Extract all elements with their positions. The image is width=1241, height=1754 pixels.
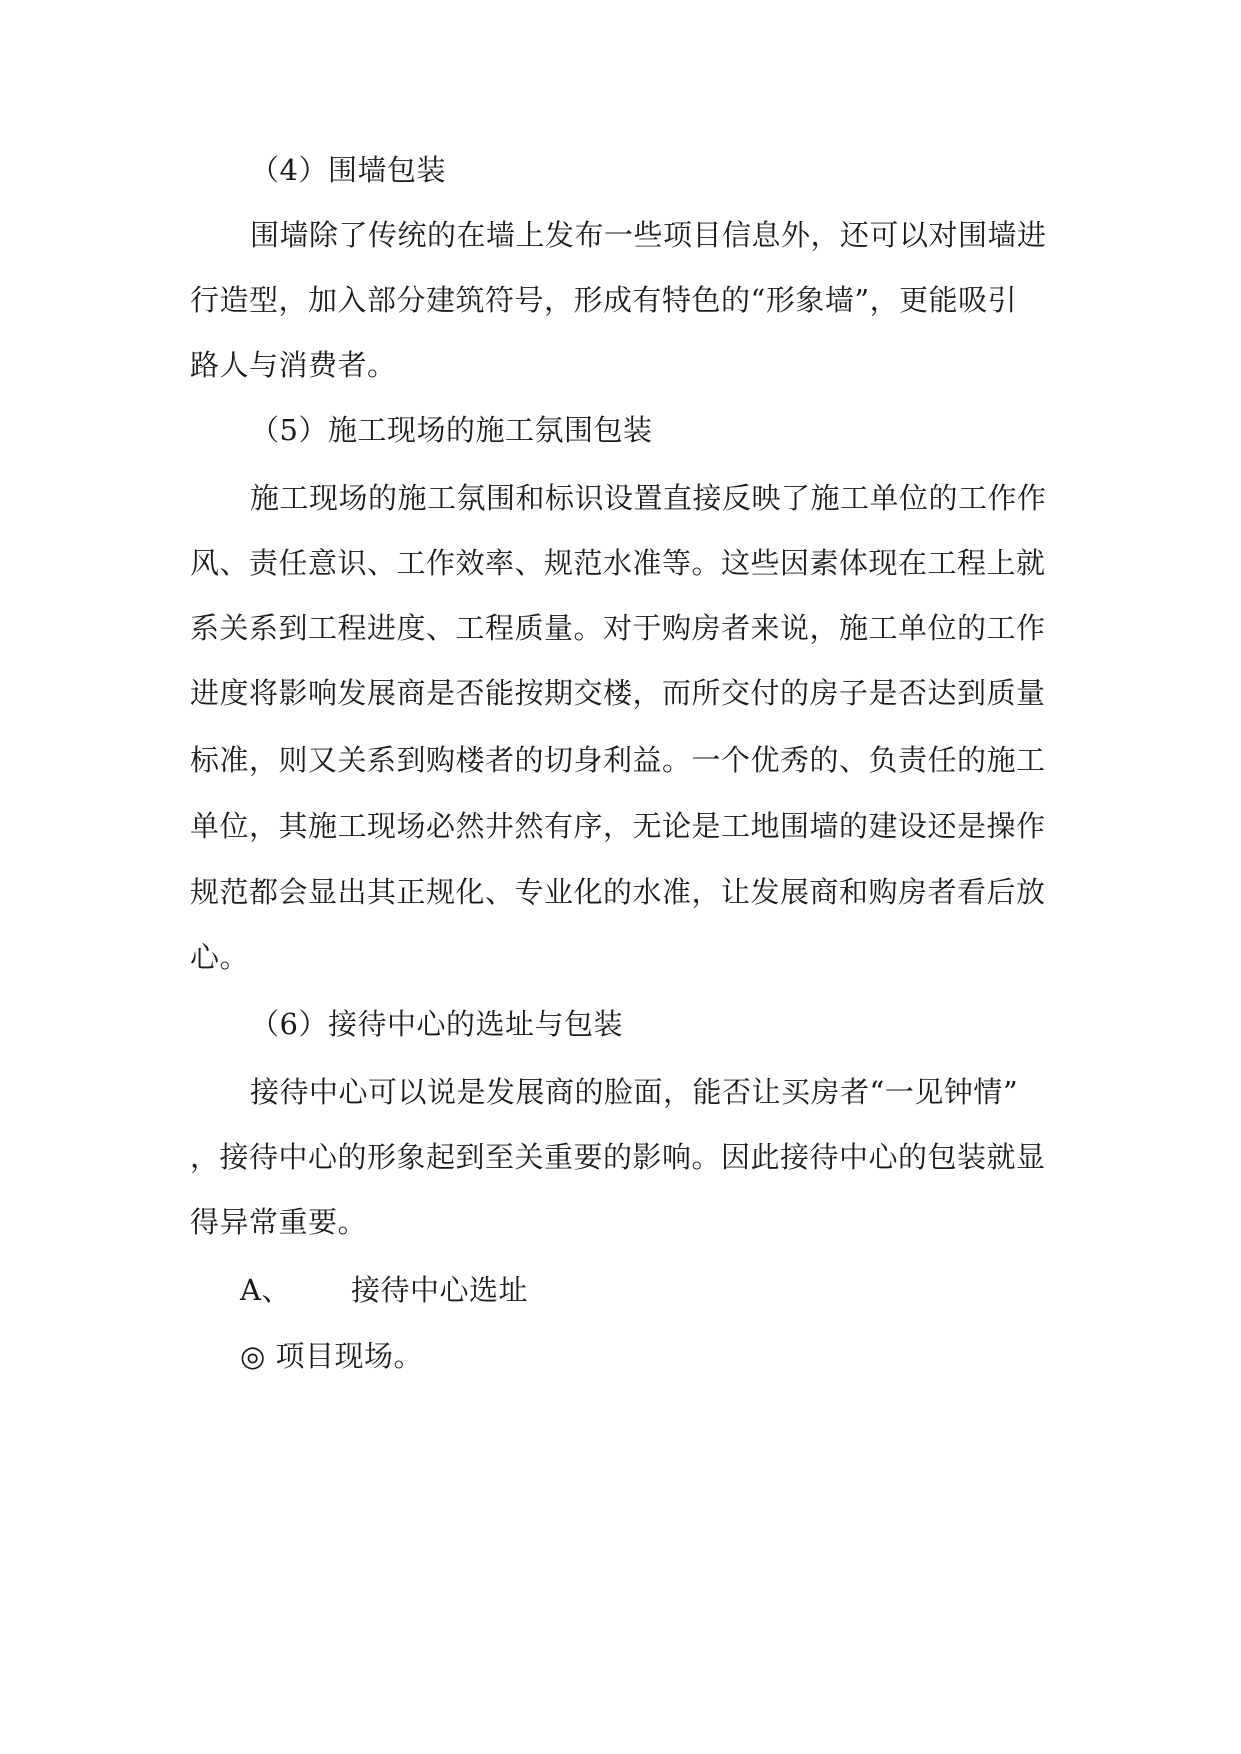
section-heading-5: （5）施工现场的施工氛围包装 xyxy=(250,413,653,447)
paragraph-line: ，接待中心的形象起到至关重要的影响。因此接待中心的包装就显 xyxy=(190,1140,1046,1174)
paragraph-line: 风、责任意识、工作效率、规范水准等。这些因素体现在工程上就 xyxy=(190,546,1046,580)
list-item-a xyxy=(240,1270,1090,1310)
list-marker: A、 xyxy=(240,1273,291,1307)
paragraph-line: 心。 xyxy=(190,940,250,974)
paragraph-line: 单位，其施工现场必然井然有序，无论是工地围墙的建设还是操作 xyxy=(190,809,1046,843)
paragraph-line: 接待中心可以说是发展商的脸面，能否让买房者“一见钟情” xyxy=(250,1075,1019,1109)
paragraph-line: 规范都会显出其正规化、专业化的水准，让发展商和购房者看后放 xyxy=(190,875,1046,909)
section-heading-4: （4）围墙包装 xyxy=(250,153,446,187)
list-item-text: 接待中心选址 xyxy=(350,1273,528,1307)
paragraph-line: 得异常重要。 xyxy=(190,1205,368,1239)
paragraph-line: 系关系到工程进度、工程质量。对于购房者来说，施工单位的工作 xyxy=(190,611,1046,645)
paragraph-line: 施工现场的施工氛围和标识设置直接反映了施工单位的工作作 xyxy=(250,481,1047,515)
paragraph-line: 路人与消费者。 xyxy=(190,348,397,382)
paragraph-line: 进度将影响发展商是否能按期交楼，而所交付的房子是否达到质量 xyxy=(190,676,1046,710)
paragraph-line: 围墙除了传统的在墙上发布一些项目信息外，还可以对围墙进 xyxy=(250,218,1047,252)
paragraph-line: 标准，则又关系到购楼者的切身利益。一个优秀的、负责任的施工 xyxy=(190,743,1046,777)
section-heading-6: （6）接待中心的选址与包装 xyxy=(250,1007,623,1041)
bullet-item: ◎ 项目现场。 xyxy=(240,1339,424,1373)
paragraph-line: 行造型，加入部分建筑符号，形成有特色的“形象墙”，更能吸引 xyxy=(190,283,1018,317)
